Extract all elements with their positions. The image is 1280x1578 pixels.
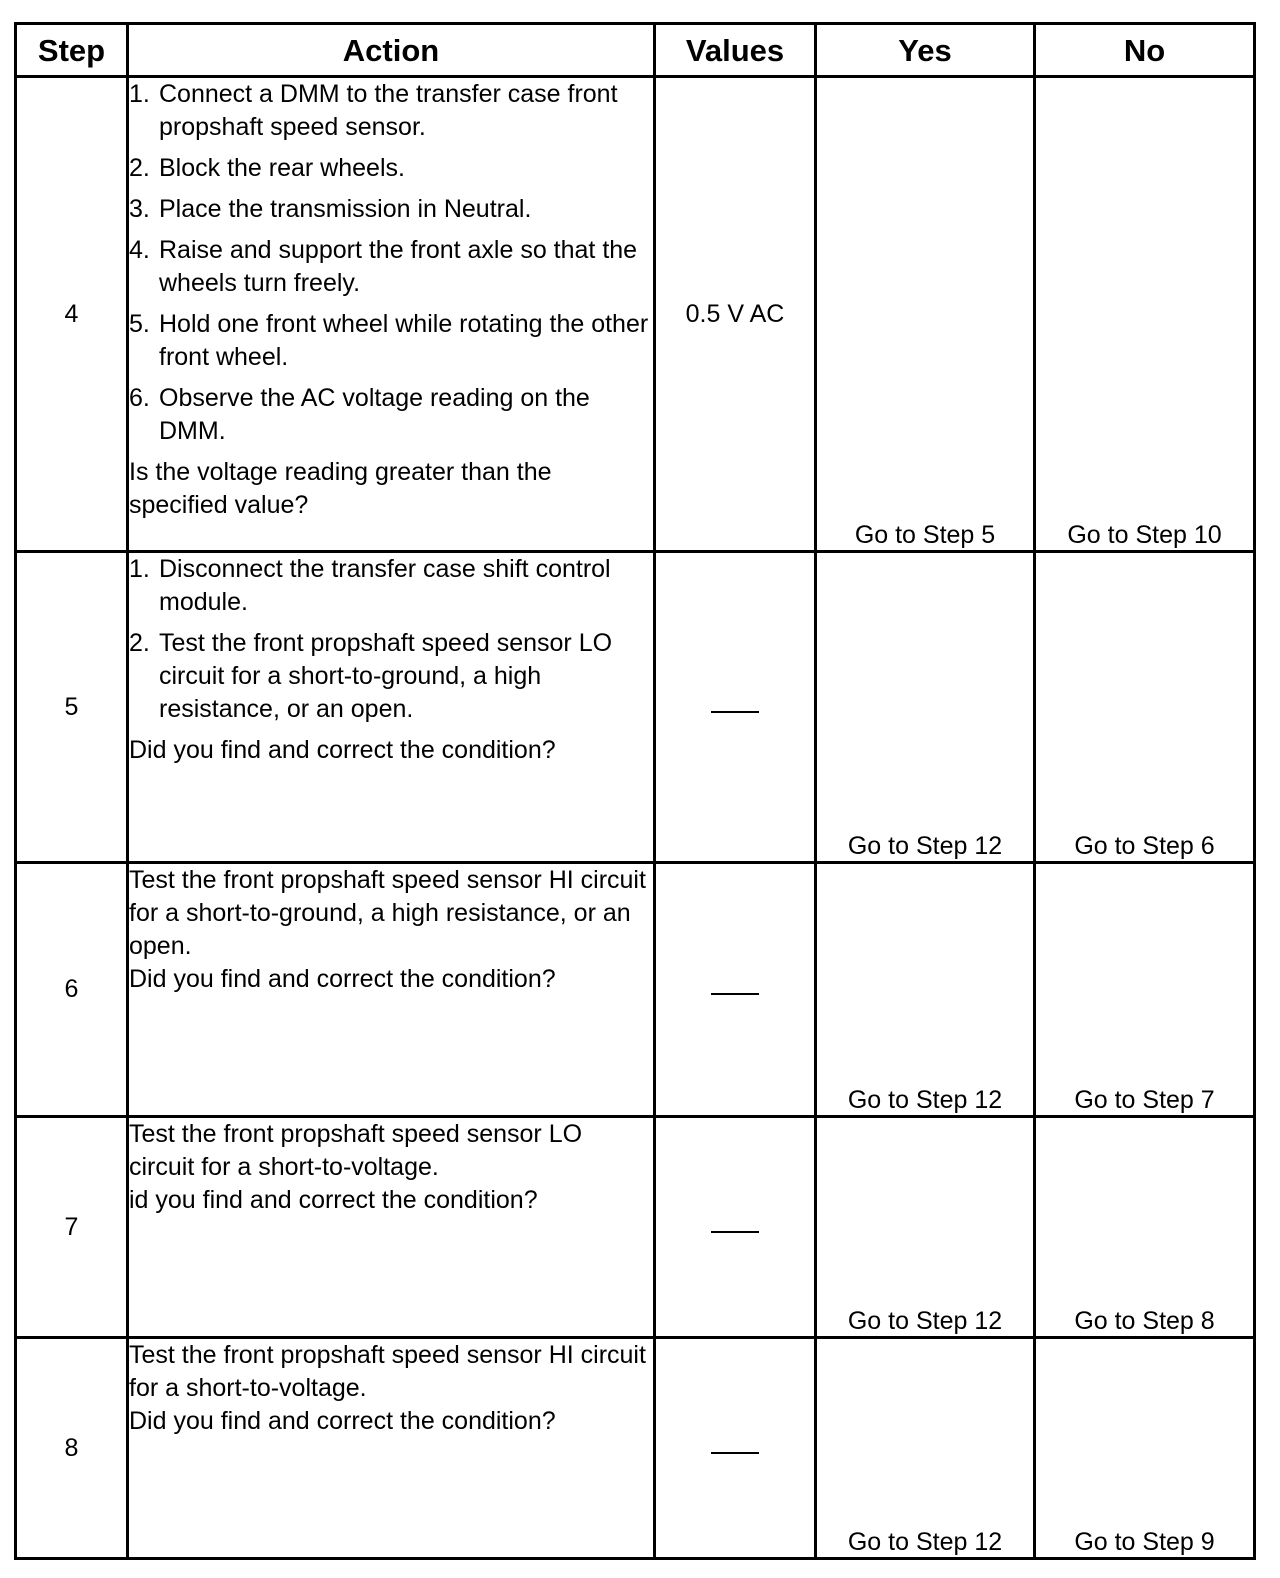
action-step-number: 4. bbox=[129, 236, 150, 264]
step-number: 8 bbox=[16, 1338, 128, 1559]
dash-mark bbox=[711, 993, 759, 995]
action-step-text: Raise and support the front axle so that the wheels turn freely. bbox=[159, 236, 638, 297]
step-number: 6 bbox=[16, 863, 128, 1117]
action-step bbox=[129, 193, 653, 226]
action-cell bbox=[128, 77, 655, 552]
action-step-number: 1. bbox=[129, 555, 150, 583]
action-step-number: 1. bbox=[129, 80, 150, 108]
action-step-number: 2. bbox=[129, 154, 150, 182]
header-action: Action bbox=[128, 24, 655, 77]
action-step-number: 2. bbox=[129, 629, 150, 657]
action-step-text: Connect a DMM to the transfer case front propshaft speed sensor. bbox=[159, 80, 618, 141]
action-step bbox=[129, 308, 653, 374]
action-question: Did you find and correct the condition? bbox=[129, 965, 556, 993]
step-number: 7 bbox=[16, 1117, 128, 1338]
action-step bbox=[129, 78, 653, 144]
values-cell bbox=[655, 863, 816, 1117]
header-row bbox=[16, 24, 1255, 77]
action-question: id you find and correct the condition? bbox=[129, 1186, 538, 1214]
step-number: 4 bbox=[16, 77, 128, 552]
action-step-number: 6. bbox=[129, 384, 150, 412]
header-yes: Yes bbox=[816, 24, 1035, 77]
header-step: Step bbox=[16, 24, 128, 77]
header-values: Values bbox=[655, 24, 816, 77]
action-step-text: Place the transmission in Neutral. bbox=[159, 195, 532, 223]
no-cell: Go to Step 6 bbox=[1035, 552, 1255, 863]
action-step bbox=[129, 152, 653, 185]
action-text: Test the front propshaft speed sensor HI circuit for a short-to-ground, a high resistance, or an open. bbox=[129, 866, 646, 960]
yes-cell: Go to Step 5 bbox=[816, 77, 1035, 552]
action-cell bbox=[128, 1117, 655, 1338]
diagnostic-table bbox=[14, 22, 1256, 1560]
header-no: No bbox=[1035, 24, 1255, 77]
action-question: Did you find and correct the condition? bbox=[129, 736, 556, 764]
action-step-text: Test the front propshaft speed sensor LO circuit for a short-to-ground, a high resistance, or an open. bbox=[159, 629, 613, 723]
action-step bbox=[129, 553, 653, 619]
action-text: Test the front propshaft speed sensor LO circuit for a short-to-voltage. bbox=[129, 1120, 583, 1181]
values-cell bbox=[655, 1338, 816, 1559]
no-cell: Go to Step 9 bbox=[1035, 1338, 1255, 1559]
step-number: 5 bbox=[16, 552, 128, 863]
yes-cell: Go to Step 12 bbox=[816, 552, 1035, 863]
action-text: Test the front propshaft speed sensor HI circuit for a short-to-voltage. bbox=[129, 1341, 646, 1402]
action-steps bbox=[129, 553, 653, 734]
yes-cell: Go to Step 12 bbox=[816, 863, 1035, 1117]
action-step-text: Hold one front wheel while rotating the other front wheel. bbox=[159, 310, 649, 371]
action-step-text: Observe the AC voltage reading on the DMM. bbox=[159, 384, 590, 445]
no-cell: Go to Step 7 bbox=[1035, 863, 1255, 1117]
values-cell: 0.5 V AC bbox=[655, 77, 816, 552]
values-cell bbox=[655, 1117, 816, 1338]
yes-cell: Go to Step 12 bbox=[816, 1338, 1035, 1559]
action-cell bbox=[128, 552, 655, 863]
table-row bbox=[16, 863, 1255, 1117]
action-step-text: Block the rear wheels. bbox=[159, 154, 405, 182]
action-cell bbox=[128, 863, 655, 1117]
action-step bbox=[129, 234, 653, 300]
action-step-number: 3. bbox=[129, 195, 150, 223]
action-step-text: Disconnect the transfer case shift control module. bbox=[159, 555, 611, 616]
dash-mark bbox=[711, 711, 759, 713]
dash-mark bbox=[711, 1452, 759, 1454]
dash-mark bbox=[711, 1231, 759, 1233]
action-step bbox=[129, 382, 653, 448]
action-step bbox=[129, 627, 653, 726]
no-cell: Go to Step 10 bbox=[1035, 77, 1255, 552]
action-question: Is the voltage reading greater than the specified value? bbox=[129, 458, 552, 519]
action-cell bbox=[128, 1338, 655, 1559]
table-row bbox=[16, 552, 1255, 863]
yes-cell: Go to Step 12 bbox=[816, 1117, 1035, 1338]
action-step-number: 5. bbox=[129, 310, 150, 338]
action-question: Did you find and correct the condition? bbox=[129, 1407, 556, 1435]
table-row bbox=[16, 1338, 1255, 1559]
action-steps bbox=[129, 78, 653, 456]
no-cell: Go to Step 8 bbox=[1035, 1117, 1255, 1338]
values-cell bbox=[655, 552, 816, 863]
table-row bbox=[16, 77, 1255, 552]
table-row bbox=[16, 1117, 1255, 1338]
